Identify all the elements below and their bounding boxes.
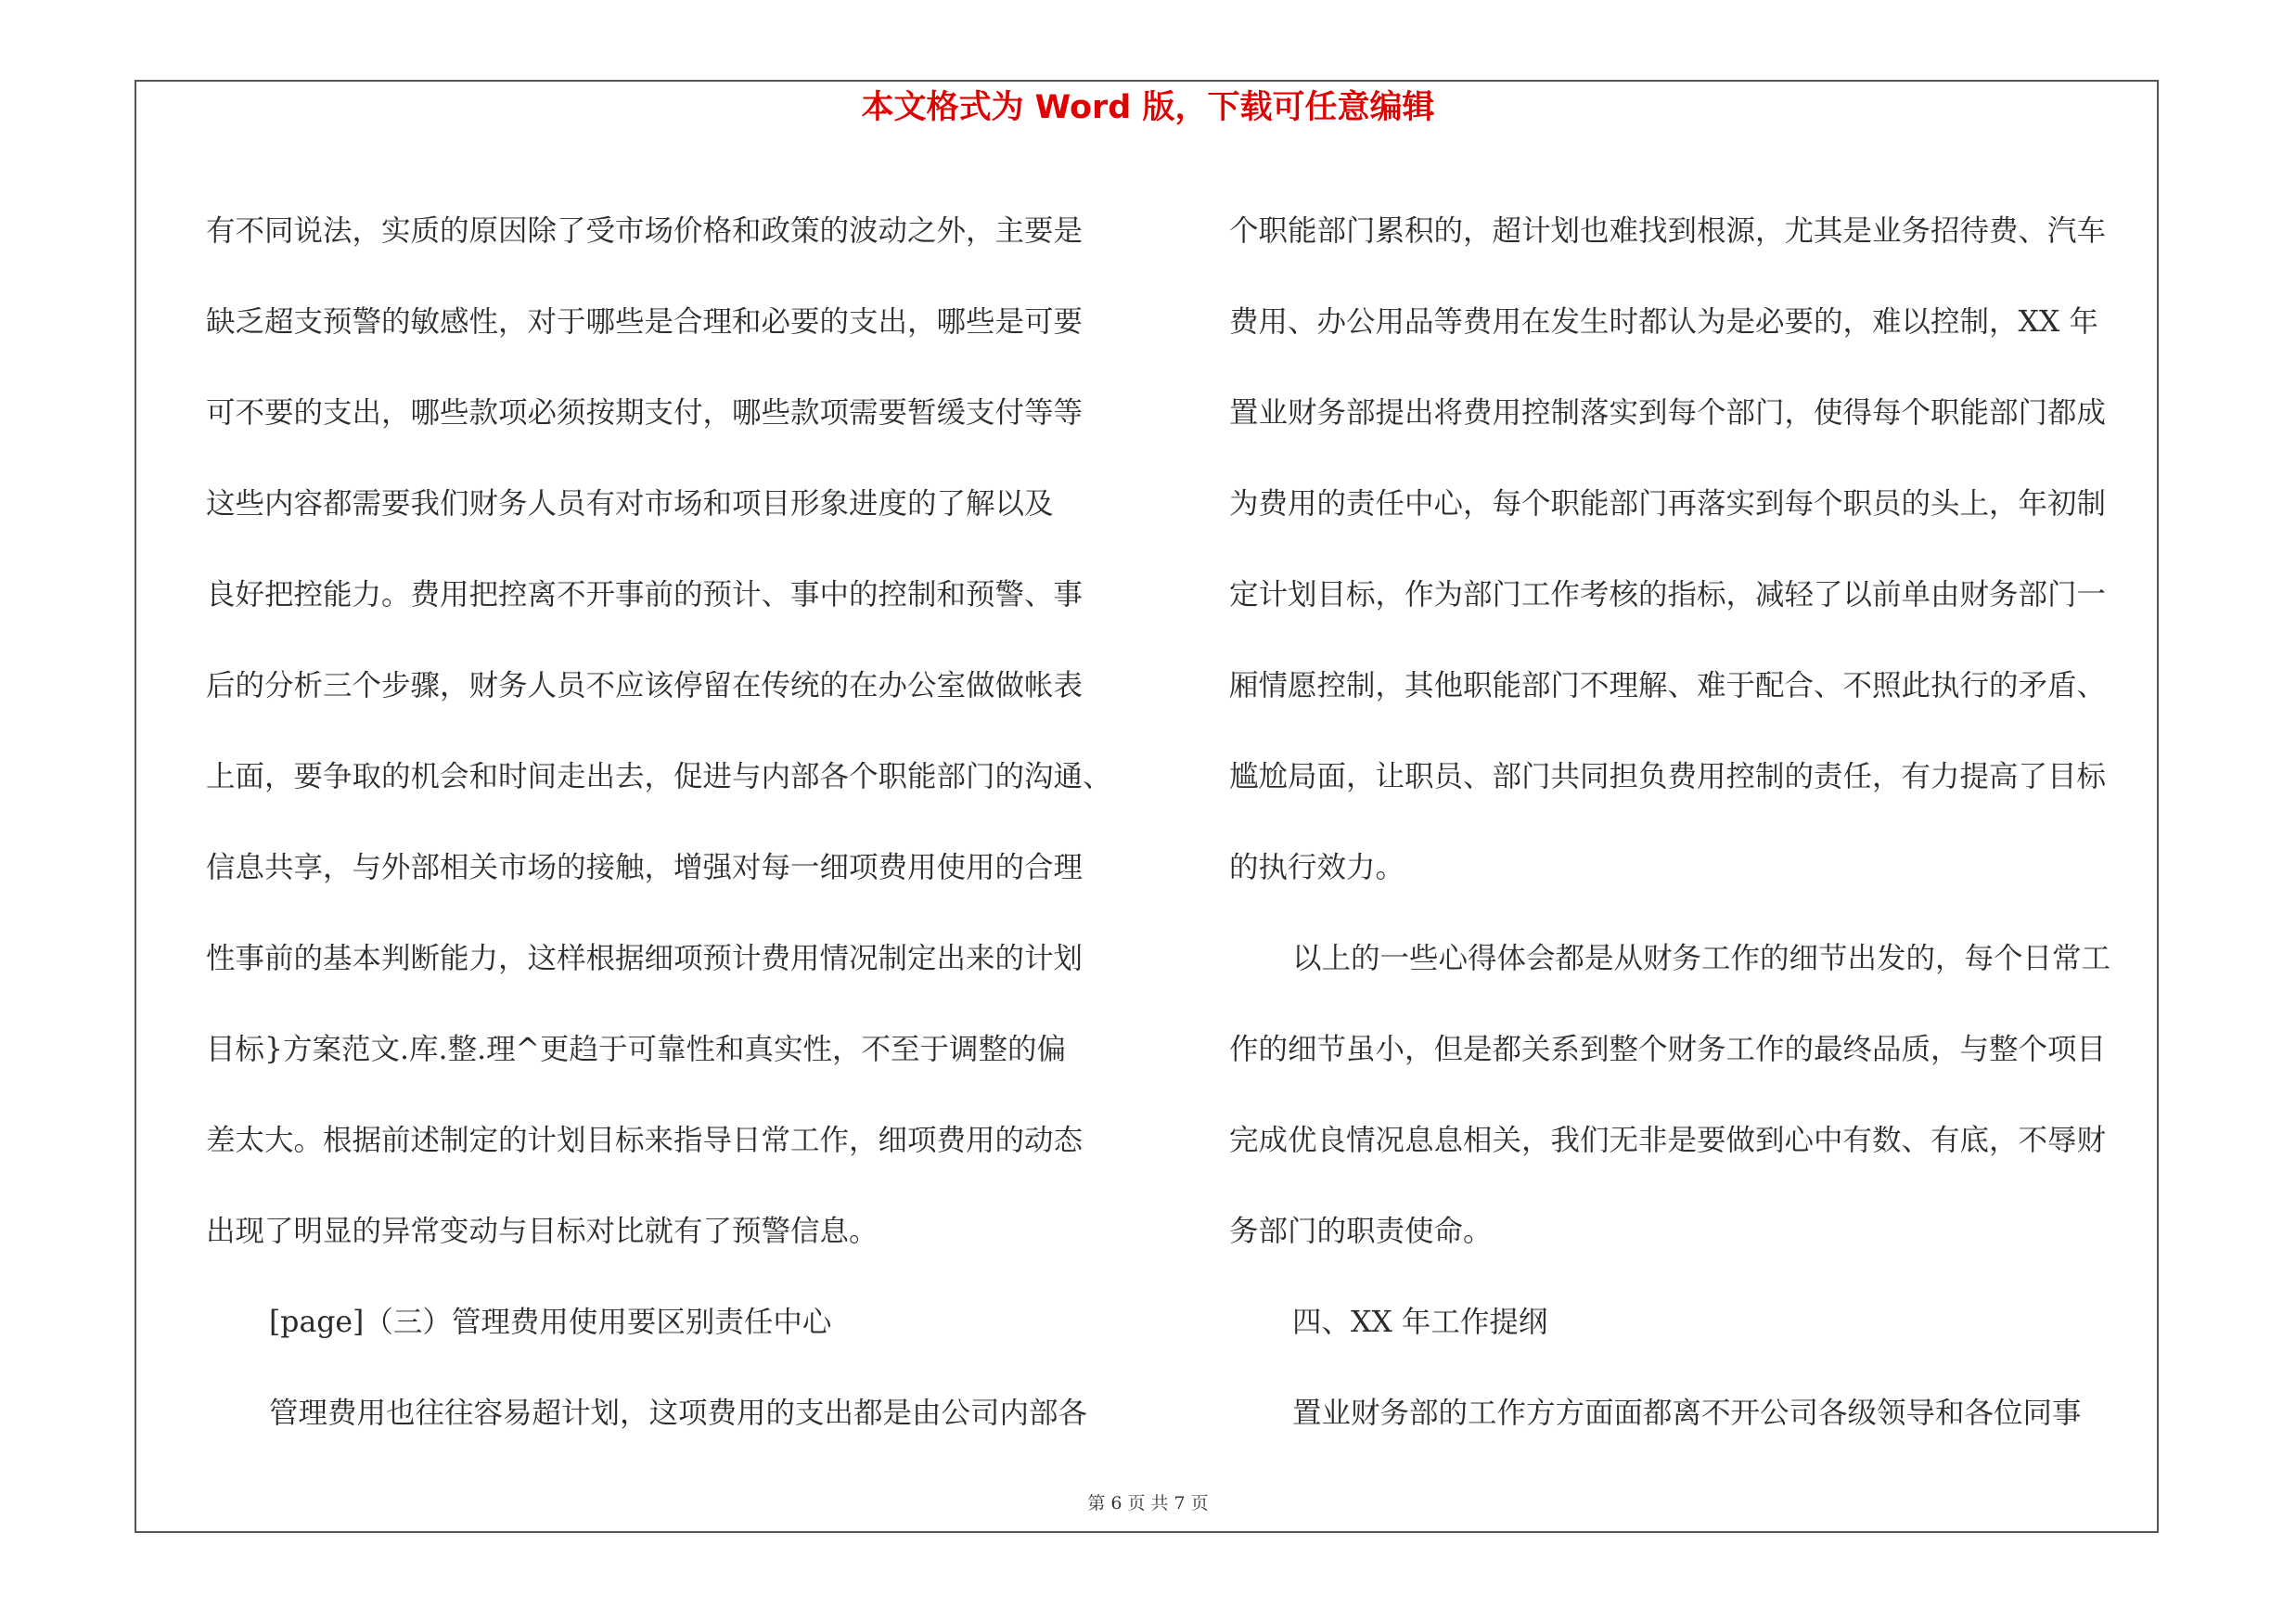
text-line: 信息共享，与外部相关市场的接触，增强对每一细项费用使用的合理 xyxy=(206,851,1084,884)
text-line: 置业财务部的工作方方面面都离不开公司各级领导和各位同事 xyxy=(1292,1397,2082,1430)
text-line: 置业财务部提出将费用控制落实到每个部门，使得每个职能部门都成 xyxy=(1229,396,2107,430)
text-line: 良好把控能力。费用把控离不开事前的预计、事中的控制和预警、事 xyxy=(206,578,1084,612)
text-line: 目标}方案范文.库.整.理^更趋于可靠性和真实性，不至于调整的偏 xyxy=(206,1033,1066,1066)
text-line: 的执行效力。 xyxy=(1229,851,1405,884)
text-line: 费用、办公用品等费用在发生时都认为是必要的，难以控制，XX 年 xyxy=(1229,305,2098,339)
text-line: 性事前的基本判断能力，这样根据细项预计费用情况制定出来的计划 xyxy=(206,942,1084,975)
text-line: 上面，要争取的机会和时间走出去，促进与内部各个职能部门的沟通、 xyxy=(206,760,1112,793)
text-line: 厢情愿控制，其他职能部门不理解、难于配合、不照此执行的矛盾、 xyxy=(1229,669,2107,702)
text-line: 务部门的职责使命。 xyxy=(1229,1215,1493,1248)
left-column xyxy=(206,186,1124,1459)
text-line: 差太大。根据前述制定的计划目标来指导日常工作，细项费用的动态 xyxy=(206,1124,1084,1157)
page-number-footer: 第 6 页 共 7 页 xyxy=(1087,1493,1209,1514)
text-line: 尴尬局面，让职员、部门共同担负费用控制的责任，有力提高了目标 xyxy=(1229,760,2107,793)
text-line: 缺乏超支预警的敏感性，对于哪些是合理和必要的支出，哪些是可要 xyxy=(206,305,1084,339)
text-line: [page]（三）管理费用使用要区别责任中心 xyxy=(269,1306,832,1339)
text-line: 后的分析三个步骤，财务人员不应该停留在传统的在办公室做做帐表 xyxy=(206,669,1084,702)
text-line: 四、XX 年工作提纲 xyxy=(1292,1306,1548,1339)
text-line: 定计划目标，作为部门工作考核的指标，减轻了以前单由财务部门一 xyxy=(1229,578,2107,612)
text-line: 以上的一些心得体会都是从财务工作的细节出发的，每个日常工 xyxy=(1292,942,2111,975)
text-line: 可不要的支出，哪些款项必须按期支付，哪些款项需要暂缓支付等等 xyxy=(206,396,1084,430)
text-line: 这些内容都需要我们财务人员有对市场和项目形象进度的了解以及 xyxy=(206,487,1054,521)
text-line: 管理费用也往往容易超计划，这项费用的支出都是由公司内部各 xyxy=(269,1397,1088,1430)
text-line: 个职能部门累积的，超计划也难找到根源，尤其是业务招待费、汽车 xyxy=(1229,214,2107,248)
text-line: 为费用的责任中心，每个职能部门再落实到每个职员的头上，年初制 xyxy=(1229,487,2107,521)
document-banner: 本文格式为 Word 版，下载可任意编辑 xyxy=(861,89,1435,126)
text-line: 完成优良情况息息相关，我们无非是要做到心中有数、有底，不辱财 xyxy=(1229,1124,2107,1157)
right-column xyxy=(1229,186,2148,1459)
text-line: 作的细节虽小，但是都关系到整个财务工作的最终品质，与整个项目 xyxy=(1229,1033,2107,1066)
text-line: 有不同说法，实质的原因除了受市场价格和政策的波动之外，主要是 xyxy=(206,214,1084,248)
text-line: 出现了明显的异常变动与目标对比就有了预警信息。 xyxy=(206,1215,879,1248)
